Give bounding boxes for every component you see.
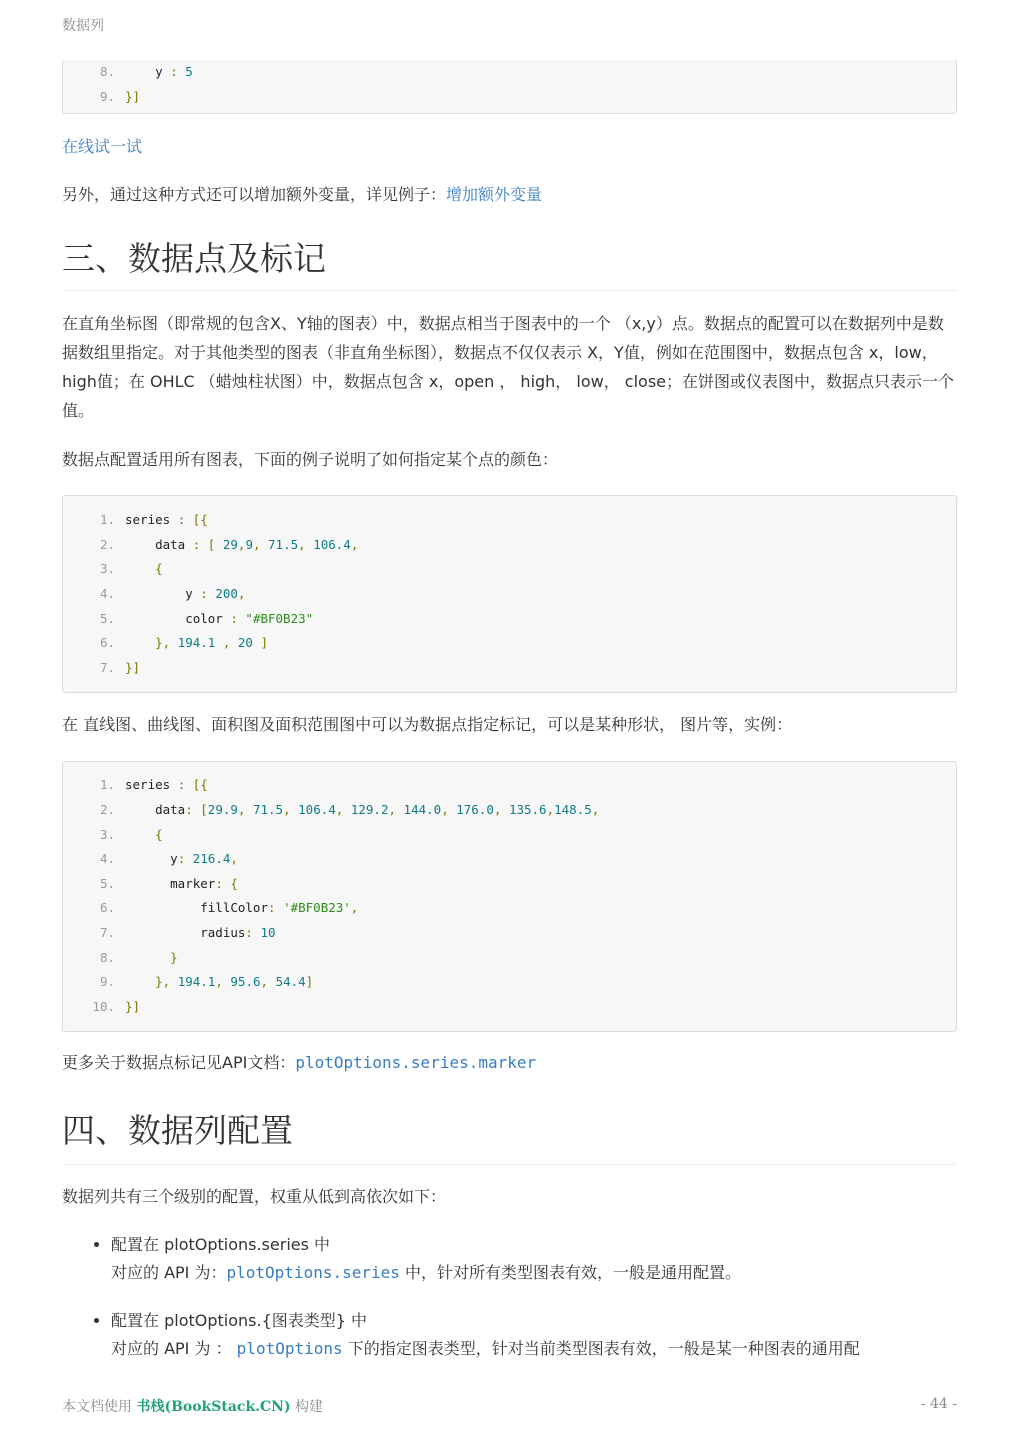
extra-variables-link[interactable]: 增加额外变量: [446, 185, 543, 205]
code-token: 200: [215, 585, 238, 601]
marker-intro: 在 直线图、曲线图、面积图及面积范围图中可以为数据点指定标记，可以是某种形状， 图片等，实例：: [62, 715, 793, 735]
line-number: 8.: [99, 949, 115, 965]
code-line: [63, 60, 956, 85]
code-line: [63, 896, 956, 921]
line-number: 10.: [92, 998, 115, 1014]
page-footer: 本文档使用 书栈(BookStack.CN) 构建 - 44 -: [62, 1396, 957, 1415]
code-token: '#BF0B23': [283, 900, 351, 916]
data-points-description: 在直角坐标图（即常规的包含X、Y轴的图表）中，数据点相当于图表中的一个 （x,y）点。数据点的配置可以在数据列中是数据数组里指定。对于其他类型的图表（非直角坐标图），数据点不仅仅表示 X，Y值，例如在范围图中，数据点包含 x，low， high值；在 OHLC （蜡烛柱状图）中，数据点包含 x，open ， high， low， close；在饼图或仪表图中，数据点只表示一个值。: [62, 314, 955, 421]
code-token: ,: [215, 974, 231, 990]
code-line: [63, 823, 956, 848]
code-token: }]: [125, 88, 141, 104]
code-line: [63, 557, 956, 582]
code-token: ,: [350, 536, 359, 552]
line-number: 6.: [99, 635, 115, 651]
code-token: 95.6: [230, 974, 261, 990]
code-line: [63, 607, 956, 632]
code-token: ,: [260, 974, 276, 990]
code-token: series: [125, 777, 178, 793]
line-number: 2.: [99, 536, 115, 552]
code-token: ,: [283, 801, 299, 817]
code-token: "#BF0B23": [245, 610, 314, 626]
line-number: 9.: [99, 88, 115, 104]
page-content: [62, 60, 957, 1363]
code-line: [63, 656, 956, 681]
code-line: [63, 921, 956, 946]
code-token: 106.4: [298, 801, 336, 817]
code-token: ,: [215, 635, 238, 651]
code-line: [63, 508, 956, 533]
code-token: 194.1: [177, 635, 216, 651]
code-token: 148.5: [554, 801, 592, 817]
code-block-point-color: [62, 495, 957, 693]
code-token: :: [268, 900, 284, 916]
code-token: ]: [305, 974, 314, 990]
code-token: 194.1: [177, 974, 216, 990]
code-line: [63, 798, 956, 823]
code-token: ,: [237, 801, 253, 817]
config-levels-intro: 数据列共有三个级别的配置，权重从低到高依次如下：: [62, 1187, 447, 1207]
code-token: }]: [125, 998, 141, 1014]
config-levels-list: [62, 1231, 957, 1363]
code-token: : [: [185, 801, 208, 817]
code-token: 29: [222, 536, 238, 552]
code-token: ,: [350, 900, 359, 916]
line-number: 6.: [99, 900, 115, 916]
code-token: ,: [335, 801, 351, 817]
code-token: radius: [125, 924, 246, 940]
code-line: [63, 872, 956, 897]
code-token: ,: [546, 801, 555, 817]
code-line: [63, 995, 956, 1020]
code-token: series: [125, 512, 178, 528]
line-number: 3.: [99, 561, 115, 577]
data-point-color-intro: 数据点配置适用所有图表，下面的例子说明了如何指定某个点的颜色：: [62, 450, 559, 470]
code-line: [63, 582, 956, 607]
code-token: {: [125, 826, 163, 842]
code-line: [63, 946, 956, 971]
line-number: 3.: [99, 826, 115, 842]
code-token: :: [177, 851, 193, 867]
code-token: 9: [245, 536, 253, 552]
line-number: 5.: [99, 610, 115, 626]
code-token: 5: [185, 64, 193, 79]
code-token: 54.4: [275, 974, 306, 990]
code-token: },: [125, 974, 178, 990]
code-line: [63, 773, 956, 798]
code-token: : [{: [177, 512, 208, 528]
code-token: y: [125, 64, 171, 79]
line-number: 2.: [99, 801, 115, 817]
code-token: : [{: [177, 777, 208, 793]
code-token: ,: [388, 801, 404, 817]
code-line: [63, 847, 956, 872]
list-item: • 配置在 plotOptions.{图表类型} 中 对应的 API 为 ： plotOptions 下的指定图表类型，针对当前类型图表有效，一般是某一种图表的通用配: [111, 1307, 957, 1363]
code-token: y: [125, 851, 178, 867]
code-token: ,: [441, 801, 457, 817]
code-token: : {: [215, 875, 238, 891]
code-token: 176.0: [456, 801, 494, 817]
code-token: 10: [260, 924, 276, 940]
code-line: [63, 85, 956, 110]
code-token: ,: [252, 536, 269, 552]
line-number: 7.: [99, 659, 115, 675]
plotoptions-link[interactable]: plotOptions: [236, 1339, 343, 1359]
code-token: fillColor: [125, 900, 268, 916]
marker-api-link[interactable]: plotOptions.series.marker: [295, 1053, 537, 1073]
code-block-continued: [62, 60, 957, 114]
code-token: ,: [298, 536, 314, 552]
list-item: • 配置在 plotOptions.series 中 对应的 API 为：plotOptions.series 中，针对所有类型图表有效，一般是通用配置。: [111, 1231, 957, 1287]
line-number: 7.: [99, 924, 115, 940]
code-token: ,: [237, 585, 246, 601]
code-token: data: [125, 536, 193, 552]
line-number: 4.: [99, 585, 115, 601]
code-token: 71.5: [252, 801, 284, 817]
page-number: - 44 -: [920, 1396, 957, 1412]
code-token: 144.0: [403, 801, 442, 817]
code-token: y: [125, 585, 201, 601]
code-token: color: [125, 610, 231, 626]
code-line: [63, 631, 956, 656]
extra-variables-paragraph: 另外，通过这种方式还可以增加额外变量，详见例子：增加额外变量: [62, 185, 543, 205]
section-heading-data-points: 三、数据点及标记: [62, 233, 957, 291]
code-token: }]: [125, 659, 141, 675]
running-header: 数据列: [62, 18, 104, 34]
code-token: 135.6: [508, 801, 547, 817]
code-token: 106.4: [313, 536, 351, 552]
code-token: :: [230, 610, 246, 626]
code-token: },: [125, 635, 178, 651]
code-token: }: [125, 949, 178, 965]
code-token: ]: [252, 635, 269, 651]
try-online-link[interactable]: 在线试一试: [62, 137, 143, 157]
code-token: 71.5: [268, 536, 299, 552]
code-token: :: [170, 64, 186, 79]
code-token: ,: [493, 801, 509, 817]
line-number: 9.: [99, 974, 115, 990]
code-token: :: [245, 924, 261, 940]
code-token: 216.4: [192, 851, 231, 867]
code-line: [63, 533, 956, 558]
code-token: {: [125, 561, 163, 577]
code-line: [63, 970, 956, 995]
marker-api-paragraph: 更多关于数据点标记见API文档：plotOptions.series.marker: [62, 1053, 537, 1073]
code-token: 129.2: [350, 801, 389, 817]
code-token: marker: [125, 875, 216, 891]
line-number: 1.: [99, 777, 115, 793]
section-heading-series-config: 四、数据列配置: [62, 1105, 957, 1165]
line-number: 8.: [99, 64, 115, 79]
code-token: data: [125, 801, 186, 817]
line-number: 4.: [99, 851, 115, 867]
code-token: ,: [237, 536, 246, 552]
code-token: ,: [230, 851, 238, 867]
bookstack-brand[interactable]: 书栈(BookStack.CN): [136, 1399, 291, 1415]
code-token: : [: [192, 536, 223, 552]
code-block-marker: [62, 761, 957, 1032]
line-number: 1.: [99, 512, 115, 528]
code-token: 20: [237, 635, 253, 651]
code-token: 29.9: [207, 801, 238, 817]
plotoptions-series-link[interactable]: plotOptions.series: [226, 1263, 400, 1283]
code-token: :: [200, 585, 216, 601]
code-token: ,: [591, 801, 600, 817]
line-number: 5.: [99, 875, 115, 891]
